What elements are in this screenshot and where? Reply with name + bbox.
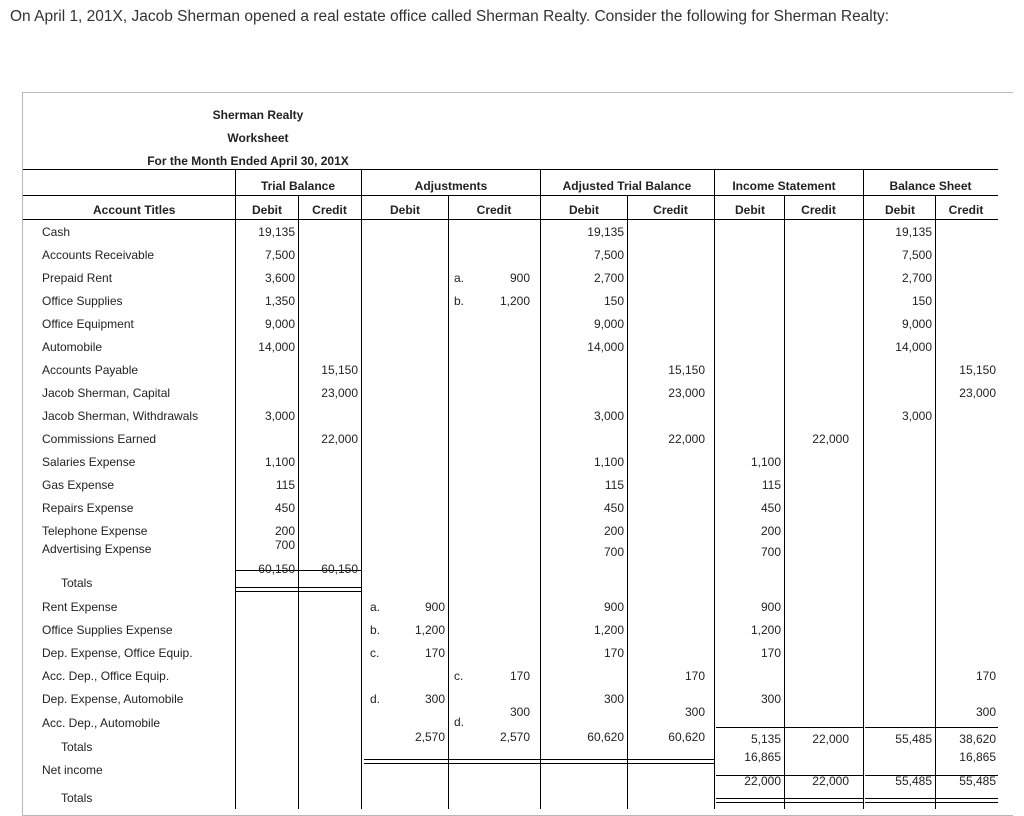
bs-debit-cell: 9,000 (901, 317, 932, 331)
tb-debit-cell: 200 (274, 524, 295, 538)
tb-credit-cell: 60,150 (321, 562, 358, 576)
account-title: Totals (61, 740, 93, 754)
worksheet-title: Worksheet (227, 131, 289, 145)
tb-debit-cell: 19,135 (258, 225, 295, 239)
tb-credit-cell: 22,000 (321, 432, 358, 446)
adj-credit-header: Credit (476, 203, 512, 217)
tb-credit-cell: 15,150 (321, 363, 358, 377)
account-title: Net income (42, 763, 103, 777)
tb-debit-cell: 450 (274, 501, 295, 515)
bs-debit-cell: 2,700 (901, 271, 932, 285)
account-title: Advertising Expense (42, 542, 152, 556)
account-title: Acc. Dep., Office Equip. (42, 669, 170, 683)
bs-credit-cell: 16,865 (959, 750, 996, 764)
is-rule (716, 727, 863, 728)
tb-debit-cell: 3,600 (264, 271, 295, 285)
atb-debit-cell: 170 (603, 646, 624, 660)
account-title: Acc. Dep., Automobile (42, 716, 161, 730)
worksheet (22, 92, 1013, 816)
atb-credit-cell: 300 (684, 705, 705, 719)
column-rule (361, 169, 362, 809)
tb-debit-cell: 1,100 (264, 455, 295, 469)
is-debit-cell: 1,100 (750, 455, 781, 469)
adj-credit-cell: 170 (509, 669, 530, 683)
atb-credit-cell: 170 (684, 669, 705, 683)
adj-credit-cell: 300 (509, 705, 530, 719)
account-title: Office Supplies (42, 294, 123, 308)
atb-credit-header: Credit (653, 203, 688, 217)
adj-total-double-rule (364, 759, 540, 764)
tb-credit-header: Credit (312, 203, 347, 217)
is-total-double-rule (716, 798, 863, 803)
tb-total-double-rule (236, 587, 361, 592)
adj-debit-cell: 170 (424, 646, 445, 660)
header-rule-bottom (23, 219, 998, 220)
tb-debit-header: Debit (252, 203, 282, 217)
tb-debit-cell: 9,000 (264, 317, 295, 331)
account-title: Prepaid Rent (42, 271, 113, 285)
is-credit-cell: 22,000 (812, 432, 849, 446)
problem-statement: On April 1, 201X, Jacob Sherman opened a real estate office called Sherman Realty. Consider the following for Sherman Realty: (10, 8, 890, 25)
account-title: Office Supplies Expense (42, 623, 173, 637)
account-title: Automobile (42, 340, 103, 354)
adj-credit-ref: c. (454, 669, 464, 683)
atb-debit-cell: 1,100 (593, 455, 624, 469)
bs-debit-cell: 55,485 (895, 732, 932, 746)
is-debit-cell: 300 (760, 692, 781, 706)
tb-debit-cell: 115 (275, 478, 295, 492)
is-debit-cell: 900 (760, 600, 781, 614)
account-titles-header: Account Titles (93, 203, 176, 217)
is-credit-header: Credit (801, 203, 836, 217)
column-rule (863, 169, 864, 809)
bs-debit-header: Debit (885, 203, 915, 217)
bs-credit-cell: 15,150 (959, 363, 996, 377)
atb-debit-cell: 115 (604, 478, 624, 492)
account-title: Salaries Expense (42, 455, 136, 469)
atb-debit-cell: 2,700 (593, 271, 624, 285)
atb-debit-cell: 150 (603, 294, 624, 308)
atb-credit-cell: 15,150 (668, 363, 705, 377)
tb-debit-cell: 3,000 (264, 409, 295, 423)
adj-credit-ref: d. (454, 715, 465, 729)
account-title: Accounts Receivable (42, 248, 155, 262)
adj-debit-ref: d. (370, 692, 381, 706)
adj-credit-cell: 900 (509, 271, 530, 285)
bs-total-double-rule (865, 798, 998, 803)
bs-debit-cell: 55,485 (895, 774, 932, 788)
account-title: Totals (61, 791, 93, 805)
account-title: Rent Expense (42, 600, 118, 614)
atb-debit-header: Debit (569, 203, 599, 217)
atb-debit-cell: 3,000 (593, 409, 624, 423)
is-debit-cell: 5,135 (750, 732, 781, 746)
adj-debit-cell: 1,200 (414, 623, 445, 637)
group-adjustments: Adjustments (414, 179, 488, 193)
atb-debit-cell: 9,000 (593, 317, 624, 331)
atb-debit-cell: 19,135 (587, 225, 624, 239)
column-rule (784, 195, 785, 809)
adj-debit-header: Debit (390, 203, 420, 217)
group-income-statement: Income Statement (732, 179, 836, 193)
adj-credit-cell: 2,570 (499, 730, 530, 744)
atb-debit-cell: 200 (603, 524, 624, 538)
atb-debit-cell: 1,200 (593, 623, 624, 637)
adj-credit-ref: a. (454, 271, 465, 285)
bs-credit-cell: 300 (975, 705, 996, 719)
header-rule-top (23, 169, 998, 170)
tb-debit-cell: 14,000 (258, 340, 295, 354)
tb-debit-cell: 7,500 (264, 248, 295, 262)
bs-credit-cell: 170 (975, 669, 996, 683)
account-title: Accounts Payable (42, 363, 139, 377)
bs-debit-cell: 7,500 (901, 248, 932, 262)
group-adjusted-trial-balance: Adjusted Trial Balance (562, 179, 692, 193)
account-title: Office Equipment (42, 317, 134, 331)
bs-rule (865, 727, 998, 728)
bs-credit-header: Credit (948, 203, 984, 217)
is-debit-cell: 1,200 (750, 623, 781, 637)
atb-debit-cell: 900 (603, 600, 624, 614)
atb-debit-cell: 7,500 (593, 248, 624, 262)
adj-debit-ref: b. (370, 623, 381, 637)
atb-debit-cell: 60,620 (587, 730, 624, 744)
account-title: Gas Expense (42, 478, 115, 492)
atb-credit-cell: 22,000 (668, 432, 705, 446)
tb-debit-cell: 700 (274, 538, 295, 552)
account-title: Jacob Sherman, Capital (42, 386, 171, 400)
is-debit-cell: 700 (760, 545, 781, 559)
bs-debit-cell: 150 (911, 294, 932, 308)
is-debit-cell: 200 (760, 524, 781, 538)
is-credit-cell: 22,000 (812, 732, 849, 746)
tb-credit-cell: 23,000 (321, 386, 358, 400)
is-debit-cell: 170 (760, 646, 781, 660)
worksheet-period: For the Month Ended April 30, 201X (147, 154, 349, 168)
is-debit-cell: 22,000 (744, 774, 781, 788)
bs-credit-cell: 23,000 (959, 386, 996, 400)
tb-debit-cell: 1,350 (264, 294, 295, 308)
account-title: Totals (61, 576, 93, 590)
account-title: Dep. Expense, Automobile (42, 692, 184, 706)
bs-credit-cell: 38,620 (959, 732, 996, 746)
tb-debit-cell: 60,150 (258, 562, 295, 576)
account-title: Telephone Expense (42, 524, 148, 538)
company-name: Sherman Realty (212, 108, 304, 122)
adj-debit-ref: a. (370, 600, 381, 614)
group-trial-balance: Trial Balance (260, 179, 336, 193)
is-debit-header: Debit (735, 203, 765, 217)
group-balance-sheet: Balance Sheet (889, 179, 972, 193)
column-rule (298, 195, 299, 809)
bs-debit-cell: 19,135 (895, 225, 932, 239)
adj-debit-cell: 300 (424, 692, 445, 706)
adj-debit-cell: 2,570 (414, 730, 445, 744)
account-title: Repairs Expense (42, 501, 134, 515)
account-title: Cash (42, 225, 71, 239)
adj-debit-ref: c. (370, 646, 380, 660)
atb-debit-cell: 700 (603, 545, 624, 559)
atb-debit-cell: 450 (603, 501, 624, 515)
account-title: Jacob Sherman, Withdrawals (42, 409, 199, 423)
adj-debit-cell: 900 (424, 600, 445, 614)
atb-debit-cell: 14,000 (587, 340, 624, 354)
bs-debit-cell: 3,000 (901, 409, 932, 423)
is-debit-cell: 450 (760, 501, 781, 515)
adj-credit-ref: b. (454, 294, 465, 308)
atb-debit-cell: 300 (603, 692, 624, 706)
account-title: Dep. Expense, Office Equip. (42, 646, 193, 660)
header-rule-mid (23, 195, 998, 196)
atb-credit-cell: 60,620 (668, 730, 705, 744)
bs-credit-cell: 55,485 (959, 774, 996, 788)
atb-credit-cell: 23,000 (668, 386, 705, 400)
adj-credit-cell: 1,200 (499, 294, 530, 308)
atb-total-double-rule (541, 759, 714, 764)
is-debit-cell: 16,865 (744, 750, 781, 764)
is-debit-cell: 115 (761, 478, 781, 492)
is-credit-cell: 22,000 (812, 774, 849, 788)
bs-debit-cell: 14,000 (895, 340, 932, 354)
account-title: Commissions Earned (42, 432, 157, 446)
